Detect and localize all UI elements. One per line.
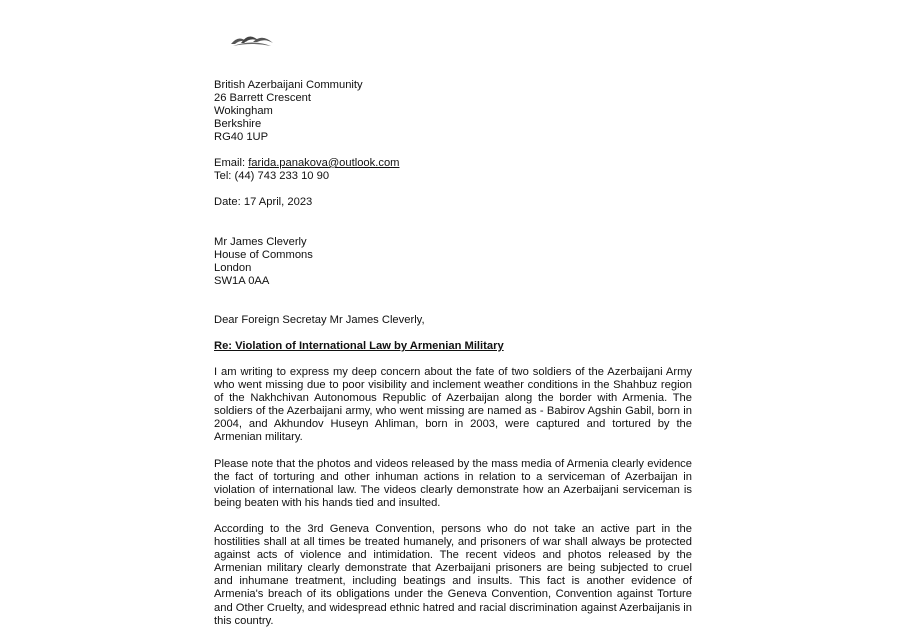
salutation-text: Dear Foreign Secretay Mr James Cleverly,: [214, 314, 425, 326]
email-link[interactable]: farida.panakova@outlook.com: [248, 157, 400, 169]
recipient-address: [214, 236, 694, 288]
body-paragraph: I am writing to express my deep concern about the fate of two soldiers of the Azerbaijani Army who went missing due to poor visibility and inclement weather conditions in the Shahbuz region of the Nakhchivan Autonomous Republic of Azerbaijan along the border with Armenia. The soldiers of the Azerbaijani army, who went missing are named as - Babirov Agshin Gabil, born in 2004, and Akhundov Huseyn Ahliman, born in 2003, were captured and tortured by the Armenian military.: [214, 366, 692, 444]
telephone-line: Tel: (44) 743 233 10 90: [214, 170, 330, 182]
subject-line: [214, 340, 694, 353]
sender-address: [214, 79, 694, 144]
salutation: [214, 314, 694, 327]
contact-details: [214, 157, 694, 183]
recipient-line: Mr James Cleverly: [214, 236, 307, 248]
date-line: Date: 17 April, 2023: [214, 196, 313, 208]
recipient-line: London: [214, 262, 252, 274]
body-paragraph: Please note that the photos and videos released by the mass media of Armenia clearly evidence the fact of torturing and other inhuman actions in relation to a serviceman of Azerbaijan in violation of international law. The videos clearly demonstrate how an Azerbaijani serviceman is being beaten with his hands tied and insulted.: [214, 458, 692, 510]
recipient-line: House of Commons: [214, 249, 313, 261]
letter-date: [214, 196, 694, 209]
sender-line: British Azerbaijani Community: [214, 79, 363, 91]
email-label: Email:: [214, 157, 249, 169]
sender-line: 26 Barrett Crescent: [214, 92, 312, 104]
sender-line: Berkshire: [214, 118, 262, 130]
subject-text: Re: Violation of International Law by Armenian Military: [214, 340, 504, 352]
email-line: [214, 157, 694, 170]
recipient-line: SW1A 0AA: [214, 275, 270, 287]
sender-line: RG40 1UP: [214, 131, 269, 143]
body-paragraph: According to the 3rd Geneva Convention, persons who do not take an active part in the hostilities shall at all times be treated humanely, and prisoners of war shall always be protected against acts of violence and intimidation. The recent videos and photos released by the Armenian military clearly demonstrate that Azerbaijani prisoners are being subjected to cruel and inhumane treatment, including beatings and insults. This fact is another evidence of Armenia's breach of its obligations under the Geneva Convention, Convention against Torture and Other Cruelty, and widespread ethnic hatred and racial discrimination against Azerbaijanis in this country.: [214, 523, 693, 627]
organization-logo-icon: [229, 30, 275, 48]
sender-line: Wokingham: [214, 105, 273, 117]
